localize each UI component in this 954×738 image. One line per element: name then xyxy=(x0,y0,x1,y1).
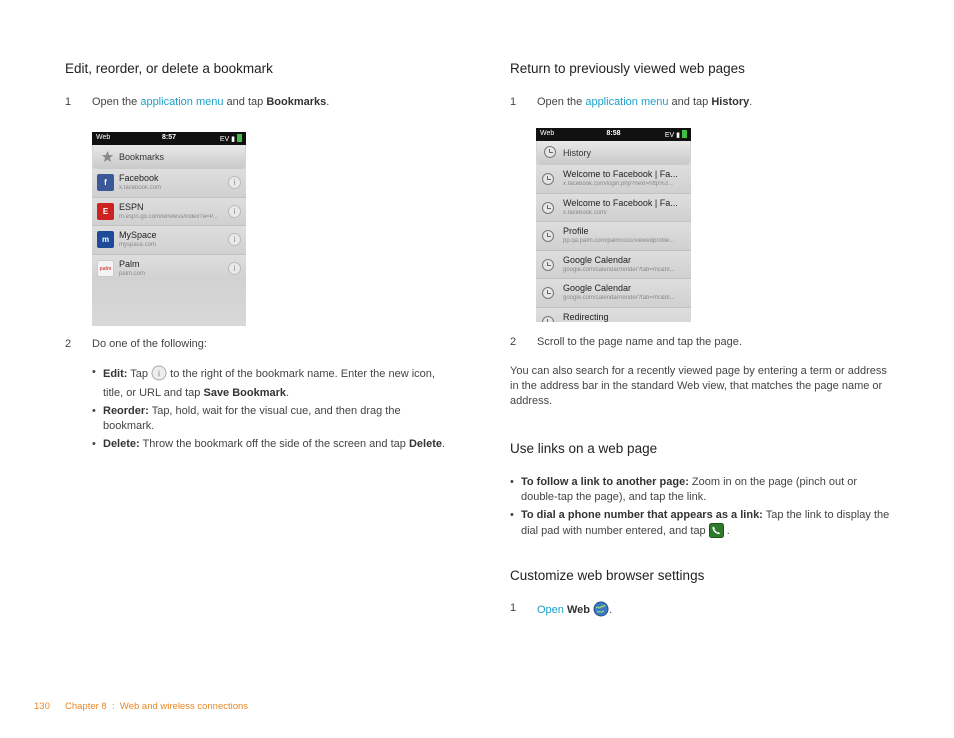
step-number: 1 xyxy=(65,96,72,108)
status-bar xyxy=(536,128,691,141)
bullet-label: Edit: xyxy=(103,368,128,380)
bullet-text: Tap the link to display the dial pad with number entered, and tap xyxy=(521,509,890,537)
history-search-paragraph: You can also search for a recently viewed page by entering a term or address in the address bar in the standard Web view, that matches the page name or address. xyxy=(510,365,887,407)
clock-icon xyxy=(542,173,554,185)
section-heading-history: Return to previously viewed web pages xyxy=(510,61,745,76)
clock-icon xyxy=(542,259,554,271)
bookmark-title: ESPN xyxy=(119,201,144,212)
bullet-text: Zoom in on the page (pinch out or double-tap the page), and tap the link. xyxy=(521,476,858,503)
step-1-settings xyxy=(510,601,890,616)
chapter-footer: Chapter 8 : Web and wireless connections xyxy=(65,701,249,712)
bookmarks-term: Bookmarks xyxy=(266,96,327,108)
info-icon[interactable]: i xyxy=(228,205,241,218)
step-number: 1 xyxy=(510,96,517,108)
open-link[interactable]: Open xyxy=(537,604,564,616)
step-number: 2 xyxy=(65,338,72,350)
bullet-text: . xyxy=(441,438,446,450)
page-number: 130 xyxy=(34,701,50,712)
history-row[interactable] xyxy=(536,279,691,308)
facebook-logo-icon: f xyxy=(97,174,114,191)
status-bar xyxy=(92,132,246,145)
empty-list-area xyxy=(92,280,246,326)
status-app-name: Web xyxy=(540,130,555,137)
history-row[interactable] xyxy=(536,251,691,280)
bullet-label: Delete: xyxy=(103,438,140,450)
clock-icon xyxy=(542,230,554,242)
bullet-label: To dial a phone number that appears as a link: xyxy=(521,509,763,521)
bookmark-title: Facebook xyxy=(119,173,159,183)
network-label: EV xyxy=(219,136,230,143)
palm-logo-icon: palm xyxy=(97,260,114,277)
bookmark-url: x.facebook.com xyxy=(119,185,162,191)
history-page-url: x.facebook.com/login.php?next=http%3... xyxy=(563,181,673,187)
status-time: 8:57 xyxy=(161,134,176,141)
step-text: . xyxy=(749,96,753,108)
status-app-name: Web xyxy=(96,134,111,141)
delete-term: Delete xyxy=(408,438,442,450)
history-row[interactable] xyxy=(536,222,691,251)
svg-text:i: i xyxy=(158,368,161,379)
history-page-title: Welcome to Facebook | Fa... xyxy=(563,197,678,208)
history-page-title: Profile xyxy=(563,226,589,236)
step-text: Do one of the following: xyxy=(92,338,207,350)
bookmarks-titlebar xyxy=(93,145,245,169)
list-item-dial-number xyxy=(510,508,892,543)
bookmark-row[interactable] xyxy=(92,255,246,284)
history-page-title: Google Calendar xyxy=(563,283,632,293)
list-item-edit xyxy=(92,365,448,401)
step-1-bookmarks xyxy=(65,95,445,110)
step-number: 1 xyxy=(510,602,517,614)
bookmarks-screenshot xyxy=(92,132,246,326)
save-bookmark-term: Save Bookmark xyxy=(203,387,287,399)
history-page-url: google.com/calendar/render?tab=mc&hl... xyxy=(563,266,675,273)
history-page-url: google.com/calendar/render?tab=mc&hl... xyxy=(563,295,675,301)
bookmark-url: m.espn.go.com/wireless/index?a=P... xyxy=(119,213,218,220)
phone-dial-icon xyxy=(709,523,724,543)
bullet-text: . xyxy=(286,387,290,399)
history-row[interactable] xyxy=(536,308,691,323)
list-item-reorder xyxy=(92,404,448,434)
bookmark-star-icon xyxy=(101,150,114,163)
step-text: Scroll to the page name and tap the page. xyxy=(537,336,742,348)
history-page-title: Redirecting xyxy=(563,311,609,322)
info-icon xyxy=(151,365,167,386)
espn-logo-icon: E xyxy=(97,203,114,220)
history-term: History xyxy=(711,96,750,108)
step-text: and tap xyxy=(668,96,712,108)
web-globe-icon xyxy=(593,601,609,622)
section-heading-bookmarks: Edit, reorder, or delete a bookmark xyxy=(65,61,273,76)
clock-icon xyxy=(542,316,554,323)
myspace-logo-icon: m xyxy=(97,231,114,248)
bullet-label: Reorder: xyxy=(103,405,149,417)
list-item-delete xyxy=(92,437,448,452)
step-2-history xyxy=(510,335,890,350)
step-text: . xyxy=(326,96,330,108)
bullet-text: Tap, hold, wait for the visual cue, and then drag the bookmark. xyxy=(103,405,401,432)
history-list xyxy=(536,165,691,322)
step-2-bookmarks xyxy=(65,337,445,352)
step-1-history xyxy=(510,95,890,110)
status-time: 8:58 xyxy=(606,130,621,137)
bookmark-actions-list xyxy=(92,365,448,455)
step-text: Open the xyxy=(92,96,141,108)
step-number: 2 xyxy=(510,336,517,348)
info-icon[interactable]: i xyxy=(228,233,241,246)
battery-icon xyxy=(682,130,687,138)
bookmark-title: MySpace xyxy=(119,230,157,240)
bookmark-row[interactable] xyxy=(92,198,246,227)
history-row[interactable] xyxy=(536,165,691,194)
section-heading-links: Use links on a web page xyxy=(510,441,658,456)
bookmark-row[interactable] xyxy=(92,226,246,255)
step-text: and tap xyxy=(223,96,267,108)
list-item-follow-link xyxy=(510,475,892,505)
signal-icon: EV ▮ xyxy=(665,130,687,139)
bookmark-row[interactable] xyxy=(92,169,246,198)
history-page-url: pp.qa.palm.com/palmcoss/viewedprofile... xyxy=(563,238,675,244)
info-icon[interactable]: i xyxy=(228,262,241,275)
bookmarks-title: Bookmarks xyxy=(119,152,165,162)
step-text: Open the xyxy=(537,96,586,108)
info-icon[interactable]: i xyxy=(228,176,241,189)
links-list xyxy=(510,475,892,546)
bookmark-url: palm.com xyxy=(119,270,146,277)
bookmarks-list xyxy=(92,169,246,283)
bookmark-url: myspace.com xyxy=(119,242,157,248)
bookmark-title: Palm xyxy=(119,258,140,269)
network-label: EV xyxy=(664,132,675,139)
history-title: History xyxy=(563,148,592,158)
section-heading-settings: Customize web browser settings xyxy=(510,568,705,583)
bullet-text: to the right of the bookmark name. Enter the new icon, title, or URL and tap xyxy=(103,368,435,399)
history-row[interactable] xyxy=(536,194,691,223)
history-page-title: Google Calendar xyxy=(563,254,632,265)
application-menu-link[interactable]: application menu xyxy=(585,96,669,108)
history-page-url: x.facebook.com/ xyxy=(563,209,607,216)
bullet-text: Tap xyxy=(127,368,152,380)
history-page-title: Welcome to Facebook | Fa... xyxy=(563,169,678,179)
clock-icon xyxy=(542,287,554,299)
application-menu-link[interactable]: application menu xyxy=(140,96,224,108)
bullet-text: Throw the bookmark off the side of the screen and tap xyxy=(139,438,409,450)
history-screenshot xyxy=(536,128,691,322)
clock-icon xyxy=(544,146,556,158)
step-text: . xyxy=(609,604,613,616)
bullet-text: . xyxy=(723,525,730,537)
web-term: Web xyxy=(566,604,591,616)
signal-icon: EV ▮ xyxy=(220,134,242,143)
history-titlebar xyxy=(537,141,690,165)
bullet-label: To follow a link to another page: xyxy=(521,476,689,488)
clock-icon xyxy=(542,202,554,214)
battery-icon xyxy=(237,134,242,142)
